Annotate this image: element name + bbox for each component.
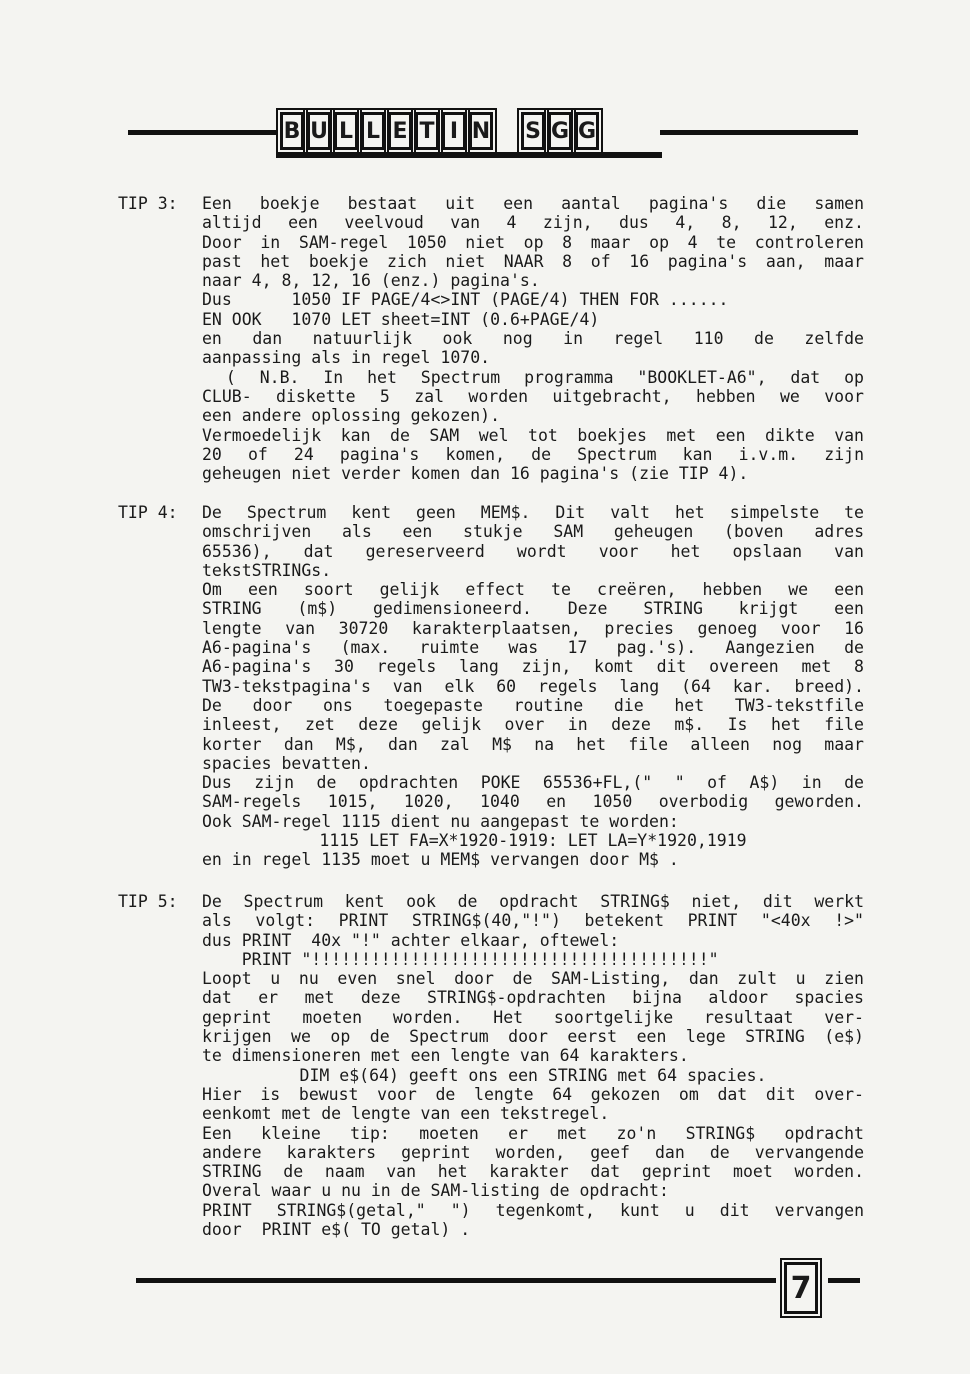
text-line: A6-pagina's 30 regels lang zijn, komt dit overeen met 8 — [202, 657, 864, 677]
text-line: TW3-tekstpagina's van elk 60 regels lang (64 kar. breed). — [202, 676, 864, 696]
text-line: naar 4, 8, 12, 16 (enz.) pagina's. — [202, 271, 540, 291]
text-line: inleest, zet deze gelijk over in deze m$. Is het file — [202, 715, 864, 735]
text-line: De Spectrum kent geen MEM$. Dit valt het simpelste te — [202, 503, 864, 522]
bulletin-footer — [136, 1262, 860, 1322]
text-line: dus PRINT 40x "!" achter elkaar, oftewel: — [202, 930, 620, 950]
text-line: een andere oplossing gekozen). — [202, 406, 501, 426]
tip-label: TIP 4: — [118, 503, 178, 522]
text-line: door PRINT e$( TO getal) . — [202, 1220, 471, 1240]
text-line: SAM-regels 1015, 1020, 1040 en 1050 overbodig geworden. — [202, 792, 864, 812]
tip-body — [202, 503, 864, 870]
text-line: 1115 LET FA=X*1920-1919: LET LA=Y*1920,1919 — [319, 831, 747, 851]
text-line: Dus 1050 IF PAGE/4<>INT (PAGE/4) THEN FOR ...... — [202, 290, 729, 310]
logo-letter: S — [521, 112, 545, 150]
text-line: aanpassing als in regel 1070. — [202, 348, 491, 368]
text-line: altijd een veelvoud van 4 zijn, dus 4, 8, 12, enz. — [202, 213, 864, 233]
logo-letter: U — [307, 112, 331, 150]
logo-letter: B — [280, 112, 304, 150]
text-line: korter dan M$, dan zal M$ na het file alleen nog maar — [202, 734, 864, 754]
text-line: CLUB- diskette 5 zal worden uitgebracht, hebben we voor — [202, 386, 864, 406]
text-line: past het boekje zich niet NAAR 8 of 16 pagina's aan, maar — [202, 251, 864, 271]
text-line: A6-pagina's (max. ruimte was 17 pag.'s). Aangezien de — [202, 638, 864, 658]
text-line: te dimensioneren met een lengte van 64 karakters. — [202, 1046, 689, 1066]
text-line: Een boekje bestaat uit een aantal pagina's die samen — [202, 194, 864, 213]
tip-label: TIP 5: — [118, 892, 178, 911]
tip-body — [202, 194, 864, 483]
text-line: Om een soort gelijk effect te creëren, hebben we een — [202, 580, 864, 600]
text-line: tekstSTRINGs. — [202, 560, 332, 580]
text-line: en dan natuurlijk ook nog in regel 110 de zelfde — [202, 329, 864, 349]
text-line: Dus zijn de opdrachten POKE 65536+FL,(" " of A$) in de — [202, 773, 864, 793]
text-line: 20 of 24 pagina's komen, de Spectrum kan i.v.m. zijn — [202, 444, 864, 464]
text-line: Hier is bewust voor de lengte 64 gekozen om dat dit over- — [202, 1084, 864, 1104]
text-line: 65536), dat gereserveerd wordt voor het opslaan van — [202, 541, 864, 561]
header-rule-left — [128, 130, 278, 135]
text-line: EN OOK 1070 LET sheet=INT (0.6+PAGE/4) — [202, 309, 600, 329]
tip-body — [202, 892, 864, 1239]
text-line: lengte van 30720 karakterplaatsen, precies genoeg voor 16 — [202, 618, 864, 638]
logo-letter: N — [469, 112, 493, 150]
logo-letter: G — [575, 112, 599, 150]
footer-rule — [136, 1278, 776, 1283]
text-line: krijgen we op de Spectrum door eerst een lege STRING (e$) — [202, 1027, 864, 1047]
header-logo-shadow — [276, 152, 662, 158]
text-line: spacies bevatten. — [202, 753, 371, 773]
logo-letter: G — [548, 112, 572, 150]
logo-letter: L — [334, 112, 358, 150]
logo-letter: I — [442, 112, 466, 150]
text-line: Een kleine tip: moeten er met zo'n STRING$ opdracht — [202, 1123, 864, 1143]
text-line: andere karakters geprint worden, geef dan de vervangende — [202, 1142, 864, 1162]
text-line: Ook SAM-regel 1115 dient nu aangepast te worden: — [202, 811, 679, 831]
text-line: dat er met deze STRING$-opdrachten bijna aldoor spacies — [202, 988, 864, 1008]
bulletin-sgg-logo — [280, 112, 599, 150]
logo-letter: E — [388, 112, 412, 150]
logo-letter: T — [415, 112, 439, 150]
text-line: eenkomt met de lengte van een tekstregel. — [202, 1104, 610, 1124]
text-line: De Spectrum kent ook de opdracht STRING$ niet, dit werkt — [202, 892, 864, 911]
text-line: geheugen niet verder komen dan 16 pagina's (zie TIP 4). — [202, 464, 749, 484]
text-line: geprint moeten worden. Het soortgelijke resultaat ver- — [202, 1007, 864, 1027]
text-line: De door ons toegepaste routine die het TW3-tekstfile — [202, 695, 864, 715]
text-line: Loopt u nu even snel door de SAM-Listing, dan zult u zien — [202, 969, 864, 989]
logo-letter: L — [361, 112, 385, 150]
text-line: DIM e$(64) geeft ons een STRING met 64 spacies. — [299, 1065, 767, 1085]
text-line: omschrijven als een stukje SAM geheugen (boven adres — [202, 522, 864, 542]
text-line: en in regel 1135 moet u MEM$ vervangen door M$ . — [202, 850, 679, 870]
text-line: als volgt: PRINT STRING$(40,"!") betekent PRINT "<40x !>" — [202, 911, 864, 931]
text-line: Overal waar u nu in de SAM-listing de opdracht: — [202, 1181, 669, 1201]
page-number: 7 — [784, 1262, 818, 1314]
text-line: PRINT "!!!!!!!!!!!!!!!!!!!!!!!!!!!!!!!!!!!!!!!!" — [202, 949, 719, 969]
text-line: ( N.B. In het Spectrum programma "BOOKLET-A6", dat op — [202, 367, 864, 387]
bulletin-header — [128, 112, 858, 164]
text-line: PRINT STRING$(getal," ") tegenkomt, kunt u dit vervangen — [202, 1200, 864, 1220]
text-line: Vermoedelijk kan de SAM wel tot boekjes met een dikte van — [202, 425, 864, 445]
text-line: STRING de naam van het karakter dat geprint moet worden. — [202, 1162, 864, 1182]
footer-rule-right — [828, 1278, 860, 1283]
header-rule-right — [660, 130, 858, 135]
tip-label: TIP 3: — [118, 194, 178, 213]
text-line: Door in SAM-regel 1050 niet op 8 maar op 4 te controleren — [202, 232, 864, 252]
text-line: STRING (m$) gedimensioneerd. Deze STRING krijgt een — [202, 599, 864, 619]
